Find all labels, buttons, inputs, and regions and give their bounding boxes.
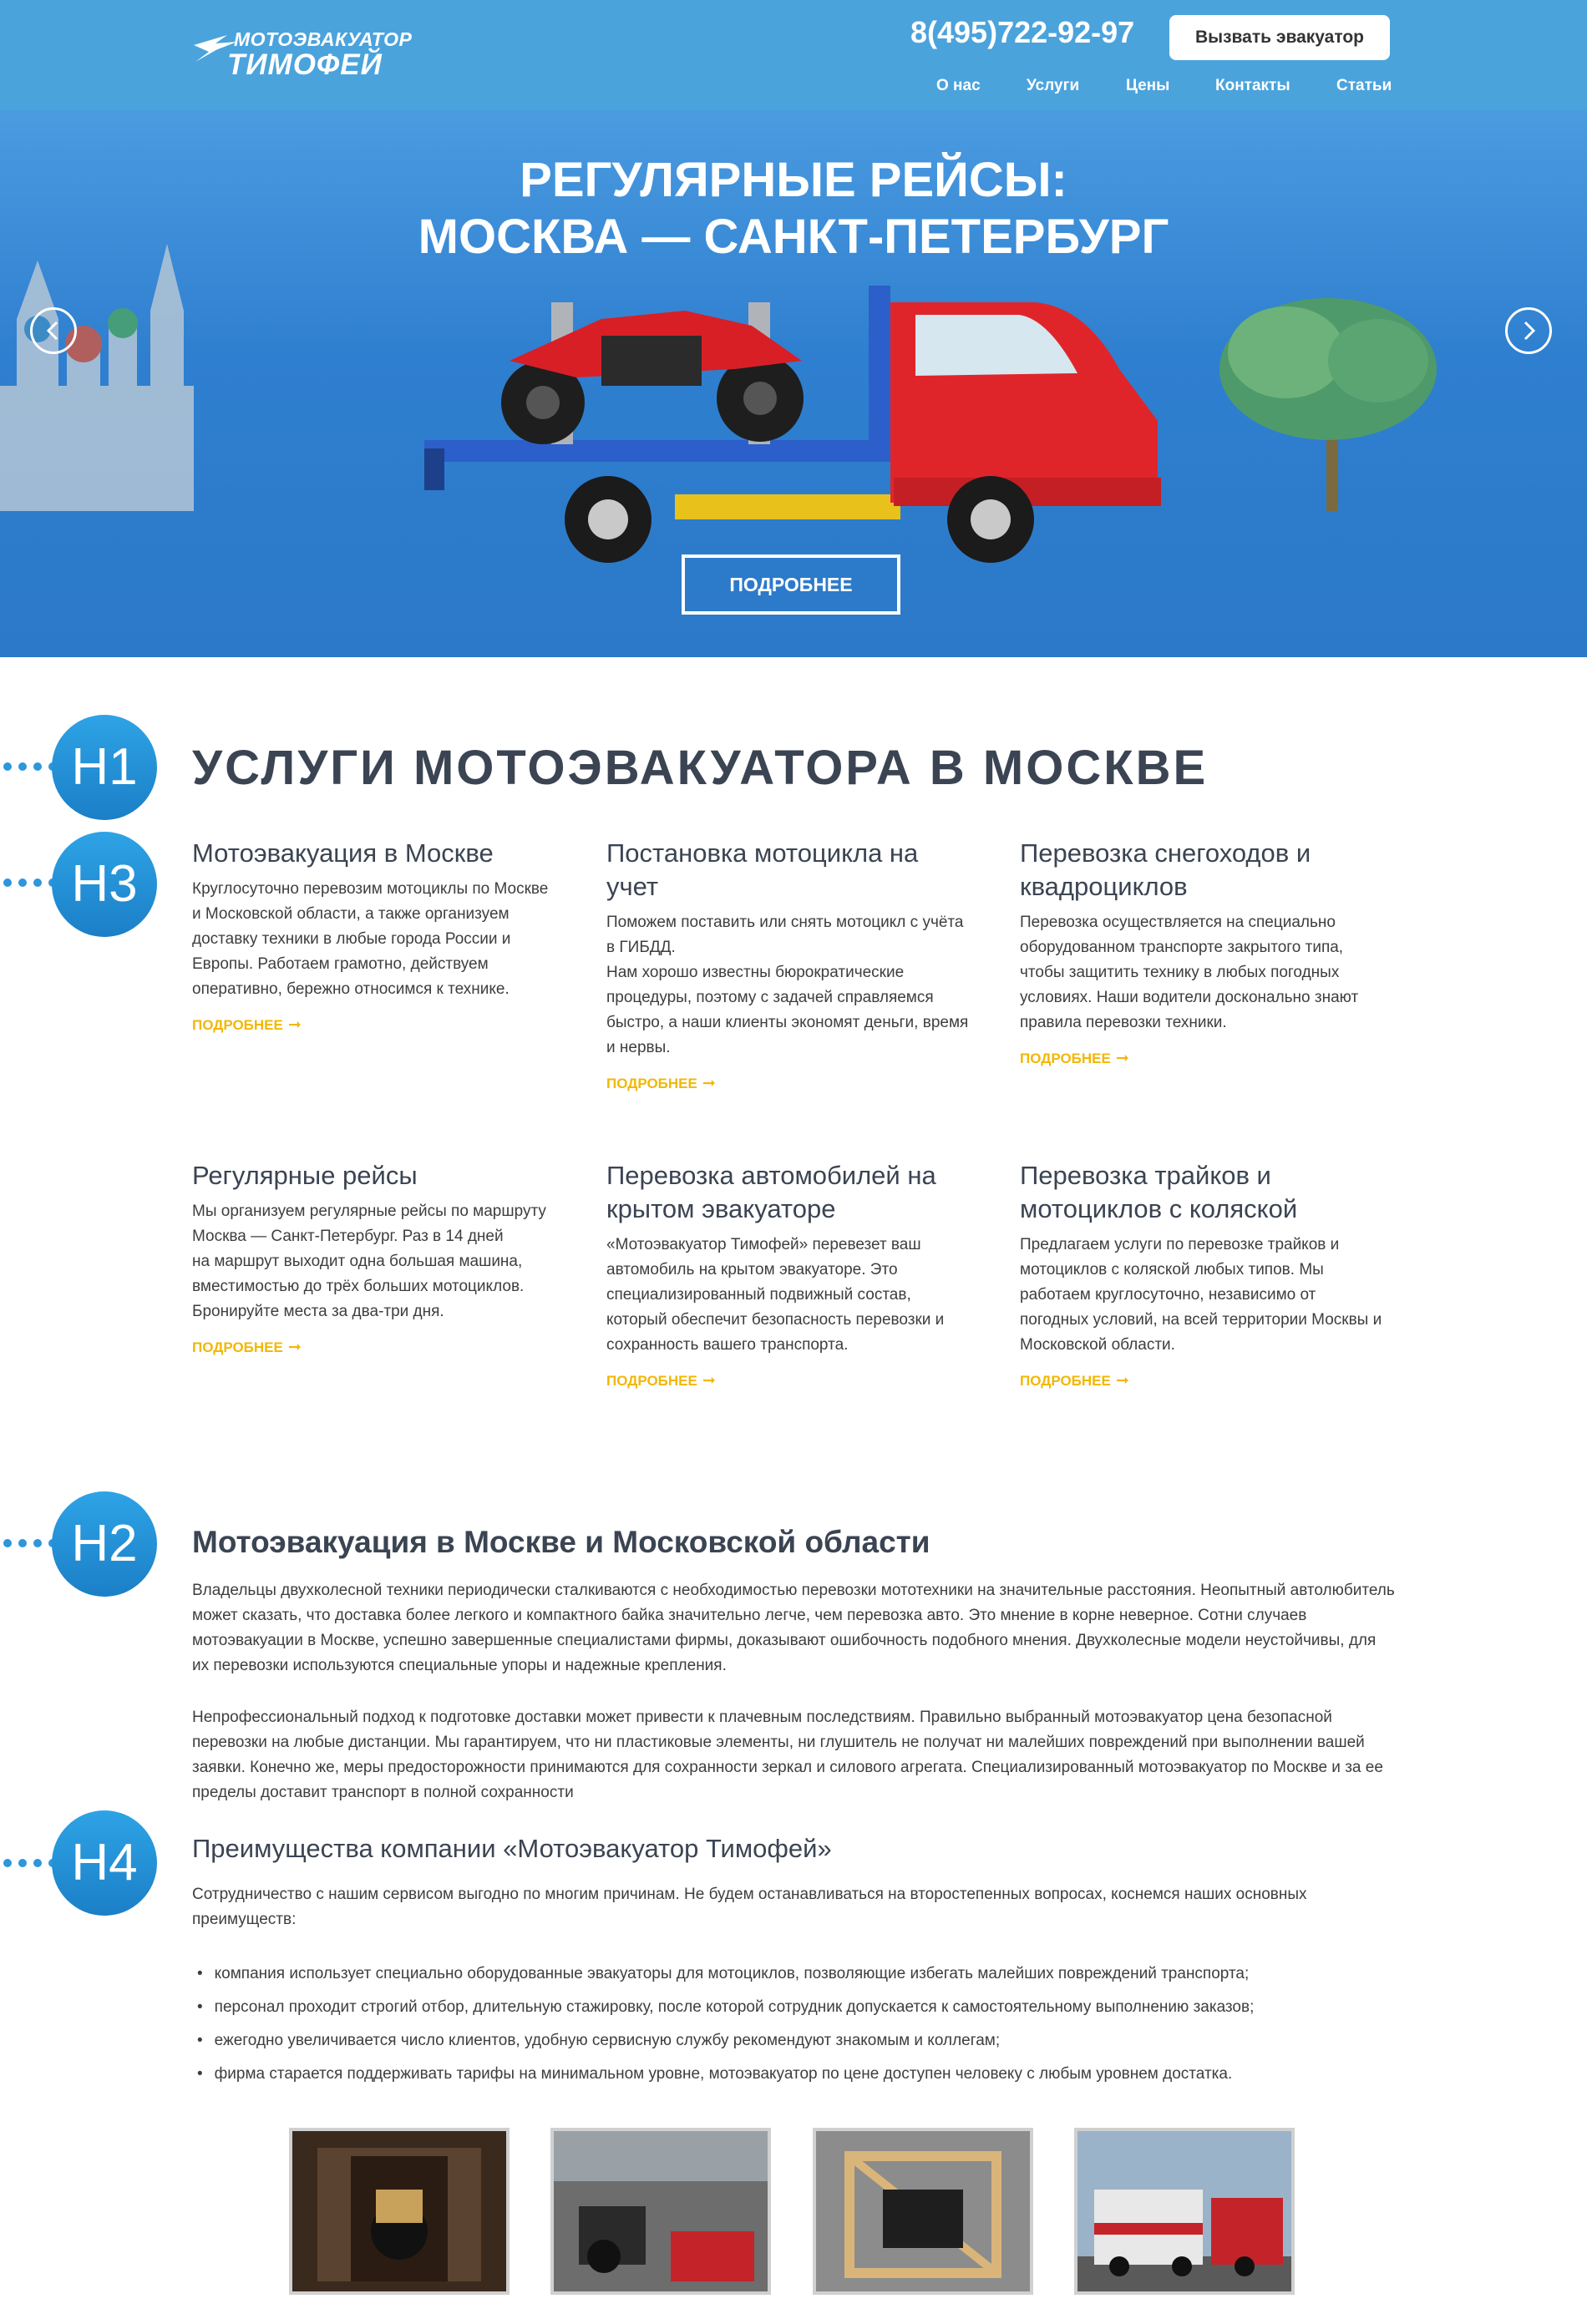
h1-dots-decoration [3, 762, 57, 772]
article-title: Мотоэвакуация в Москве и Московской области [192, 1525, 930, 1559]
service-more-link[interactable]: ПОДРОБНЕЕ ➞ [1020, 1050, 1129, 1067]
service-card-text: Поможем поставить или снять мотоцикл с учёта в ГИБДД. Нам хорошо известны бюрократические процедуры, поэтому с задачей справляемся быстро, а наши клиенты экономят деньги, время и нервы. [606, 914, 969, 1056]
service-card-title: Регулярные рейсы [192, 1161, 418, 1190]
site-header [0, 0, 1587, 110]
main-nav [0, 77, 1587, 102]
phone-number[interactable]: 8(495)722-92-97 [910, 15, 1135, 49]
service-card [606, 837, 974, 1093]
chevron-left-icon [45, 321, 62, 341]
arrow-right-icon: ➞ [1115, 1372, 1129, 1390]
photo-company-vans [1077, 2131, 1291, 2291]
h1-badge: H1 [52, 715, 157, 820]
arrow-right-icon: ➞ [702, 1075, 716, 1092]
h2-badge: H2 [52, 1491, 157, 1597]
service-card-text: Перевозка осуществляется на специально оборудованном транспорте закрытого типа, чтобы защитить технику в любых погодных условиях. Наши водители досконально знают правила перевозки техники. [1020, 914, 1359, 1031]
service-card-text: Круглосуточно перевозим мотоциклы по Москве и Московской области, а также организуем доставку техники в любые города России и Европы. Работаем грамотно, действуем оперативно, бережно относимся к технике. [192, 880, 549, 998]
slider-prev-button[interactable] [30, 307, 77, 354]
nav-item-articles[interactable]: Статьи [1336, 77, 1392, 94]
h4-badge: H4 [52, 1810, 157, 1916]
gallery-photo[interactable] [813, 2128, 1033, 2295]
hero-title-line2: МОСКВА — САНКТ-ПЕТЕРБУРГ [418, 210, 1169, 264]
hero-title [0, 152, 1587, 266]
h4-dots-decoration [3, 1859, 57, 1869]
service-more-link[interactable]: ПОДРОБНЕЕ ➞ [1020, 1372, 1129, 1390]
nav-item-about[interactable]: О нас [936, 77, 981, 94]
nav-item-contacts[interactable]: Контакты [1215, 77, 1290, 94]
arrow-right-icon: ➞ [702, 1372, 716, 1390]
service-more-link[interactable]: ПОДРОБНЕЕ ➞ [192, 1016, 302, 1034]
nav-item-prices[interactable]: Цены [1126, 77, 1170, 94]
service-card-text: Мы организуем регулярные рейсы по маршруту Москва — Санкт-Петербург. Раз в 14 дней на маршрут выходит одна большая машина, вместимостью до трёх больших мотоциклов. Бронируйте места за два-три дня. [192, 1203, 546, 1320]
chevron-right-icon [1520, 321, 1537, 341]
service-card-title: Мотоэвакуация в Москве [192, 838, 494, 868]
advantages-title: Преимущества компании «Мотоэвакуатор Тимофей» [192, 1834, 832, 1863]
nav-item-services[interactable]: Услуги [1027, 77, 1080, 94]
service-card-title: Перевозка трайков и мотоциклов с коляской [1020, 1161, 1298, 1223]
service-card [1020, 837, 1387, 1068]
h2-dots-decoration [3, 1539, 57, 1549]
arrow-right-icon: ➞ [287, 1339, 302, 1356]
services-title: УСЛУГИ МОТОЭВАКУАТОРА В МОСКВЕ [192, 741, 1209, 795]
service-card [606, 1159, 974, 1390]
service-card [1020, 1159, 1387, 1390]
advantages-intro: Сотрудничество с нашим сервисом выгодно по многим причинам. Не будем останавливаться на второстепенных вопросах, коснемся наших основных преимуществ: [192, 1886, 1307, 1928]
gallery-photo[interactable] [289, 2128, 510, 2295]
list-item: • фирма старается поддерживать тарифы на минимальном уровне, мотоэвакуатор по цене доступен человеку с любым уровнем достатка. [197, 2058, 1400, 2091]
h3-badge: H3 [52, 832, 157, 937]
gallery-photo[interactable] [1074, 2128, 1295, 2295]
service-card [192, 1159, 560, 1357]
service-card-text: «Мотоэвакуатор Тимофей» перевезет ваш автомобиль на крытом эвакуаторе. Это специализированный подвижный состав, который обеспечит безопасность перевозки и сохранность вашего транспорта. [606, 1236, 945, 1354]
service-card-title: Перевозка снегоходов и квадроциклов [1020, 838, 1311, 901]
advantages-list [197, 1957, 1400, 2091]
h3-dots-decoration [3, 878, 57, 889]
site-logo[interactable] [190, 23, 441, 82]
photo-loading-motorcycle [554, 2131, 768, 2291]
service-card [192, 837, 560, 1035]
service-card-text: Предлагаем услуги по перевозке трайков и мотоциклов с коляской любых типов. Мы работаем круглосуточно, независимо от погодных условий, на всей территории Москвы и Московской области. [1020, 1236, 1382, 1354]
article-paragraph-1: Владельцы двухколесной техники периодически сталкиваются с необходимостью перевозки мототехники на значительные расстояния. Неопытный автолюбитель может сказать, что доставка более легкого и компактного байка значительно легче, чем перевозка авто. Это мнение в корне неверное. Сотни случаев мотоэвакуации в Москве, успешно завершенные специалистами фирмы, доказывают ошибочность подобного мнения. Двухколесные модели неустойчивы, для их перевозки используются специальные упоры и надежные крепления. [192, 1582, 1395, 1674]
article-paragraph-2: Непрофессиональный подход к подготовке доставки может привести к плачевным последствиям. Правильно выбранный мотоэвакуатор цена безопасной перевозки на любые дистанции. Мы гарантируем, что ни пластиковые элементы, ни глушитель не получат ни малейших повреждений при выполнении вашей заявки. Конечно же, меры предосторожности принимаются для сохранности зеркал и силового агрегата. Специализированный мотоэвакуатор по Москве и за ее пределы доставит транспорт в полной сохранности [192, 1709, 1383, 1801]
photo-wooden-crate [816, 2131, 1030, 2291]
logo-line2: ТИМОФЕЙ [227, 48, 383, 81]
list-item: • ежегодно увеличивается число клиентов, удобную сервисную службу рекомендуют знакомым и коллегам; [197, 2024, 1400, 2058]
tree-illustration [1219, 298, 1437, 511]
arrow-right-icon: ➞ [287, 1016, 302, 1034]
service-card-title: Перевозка автомобилей на крытом эвакуаторе [606, 1161, 936, 1223]
hero-title-line1: РЕГУЛЯРНЫЕ РЕЙСЫ: [520, 153, 1067, 207]
list-item: • компания использует специально оборудованные эвакуаторы для мотоциклов, позволяющие избегать малейших повреждений транспорта; [197, 1957, 1400, 1991]
service-card-title: Постановка мотоцикла на учет [606, 838, 919, 901]
slider-next-button[interactable] [1505, 307, 1552, 354]
kremlin-illustration [0, 244, 194, 511]
photo-van-interior [292, 2131, 506, 2291]
hero-slider [0, 110, 1587, 657]
logo-line1: МОТОЭВАКУАТОР [234, 28, 413, 50]
arrow-right-icon: ➞ [1115, 1050, 1129, 1067]
gallery-photo[interactable] [550, 2128, 771, 2295]
service-more-link[interactable]: ПОДРОБНЕЕ ➞ [606, 1075, 716, 1092]
hero-more-button[interactable]: ПОДРОБНЕЕ [682, 554, 900, 615]
service-more-link[interactable]: ПОДРОБНЕЕ ➞ [606, 1372, 716, 1390]
service-more-link[interactable]: ПОДРОБНЕЕ ➞ [192, 1339, 302, 1356]
list-item: • персонал проходит строгий отбор, длительную стажировку, после которой сотрудник допускается к самостоятельному выполнению заказов; [197, 1991, 1400, 2024]
call-tow-truck-button[interactable]: Вызвать эвакуатор [1169, 15, 1390, 60]
tow-truck-illustration [424, 286, 1161, 563]
